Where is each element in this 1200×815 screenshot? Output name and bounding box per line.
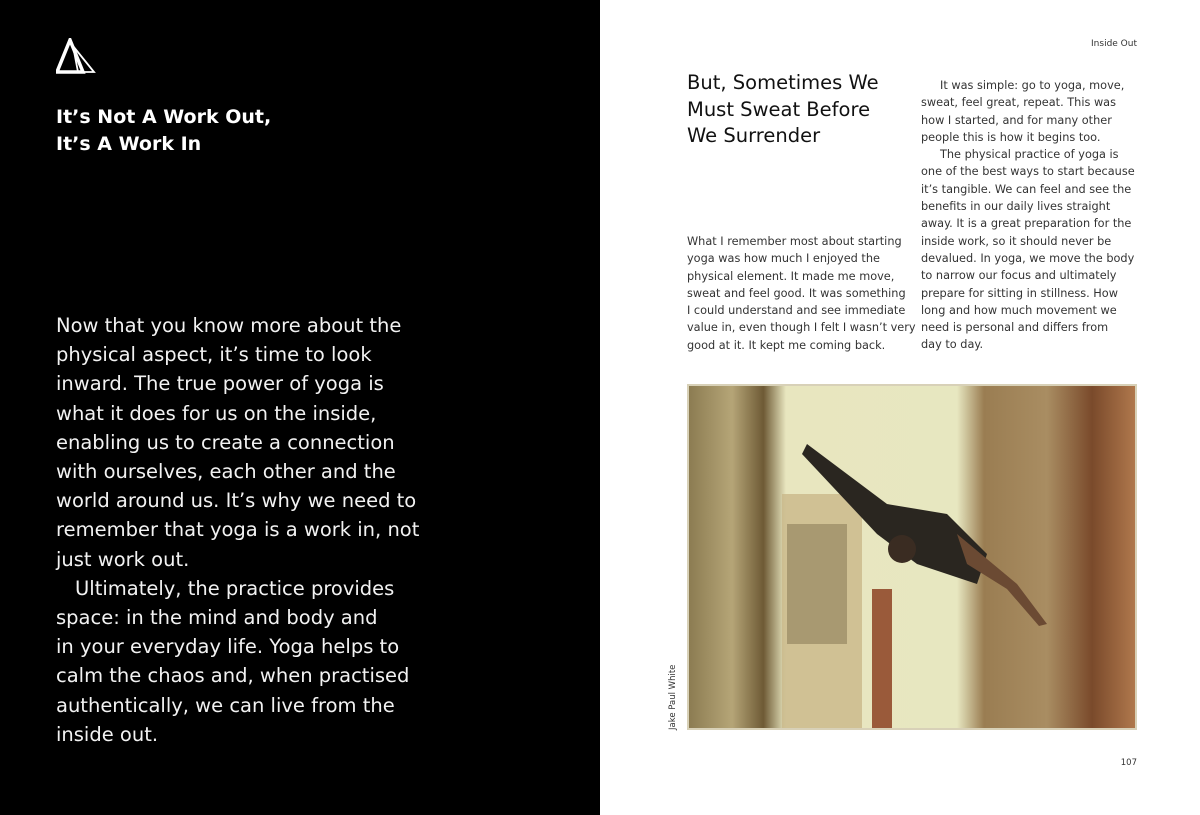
body-line: good at it. It kept me coming back.: [687, 338, 886, 352]
body-line: away. It is a great preparation for the: [921, 217, 1132, 231]
body-line: physical element. It made me move,: [687, 269, 895, 283]
body-line: world around us. It’s why we need to: [56, 489, 417, 513]
body-column-2: [921, 77, 1135, 354]
body-line: remember that yoga is a work in, not: [56, 518, 420, 542]
page-number: 107: [1120, 758, 1137, 768]
body-line: sweat and feel good. It was something: [687, 286, 906, 300]
body-line: just work out.: [56, 547, 190, 571]
body-line: Ultimately, the practice provides: [75, 576, 395, 600]
body-line: space: in the mind and body and: [56, 606, 378, 630]
body-column-1: [687, 233, 916, 354]
body-line: what it does for us on the inside,: [56, 401, 377, 425]
article-title: [687, 70, 879, 150]
left-page-body: [56, 311, 419, 749]
body-line: to narrow our focus and ultimately: [921, 269, 1117, 283]
body-line: day to day.: [921, 338, 984, 352]
triangle-logo-icon: [56, 38, 96, 74]
body-line: The physical practice of yoga is: [940, 148, 1119, 162]
body-line: inside out.: [56, 722, 159, 746]
body-line: I could understand and see immediate: [687, 304, 906, 318]
body-line: It was simple: go to yoga, move,: [940, 79, 1125, 92]
right-page: [600, 0, 1200, 815]
body-line: devalued. In yoga, we move the body: [921, 251, 1135, 265]
body-line: how I started, and for many other: [921, 113, 1112, 127]
running-head: Inside Out: [1091, 39, 1137, 49]
yoga-photo: [687, 384, 1137, 730]
body-line: authentically, we can live from the: [56, 693, 395, 717]
body-line: physical aspect, it’s time to look: [56, 343, 372, 367]
body-line: yoga was how much I enjoyed the: [687, 252, 880, 266]
photo-credit: Jake Paul White: [668, 664, 678, 730]
body-line: calm the chaos and, when practised: [56, 664, 410, 688]
body-line: What I remember most about starting: [687, 235, 902, 248]
photo-figure: [687, 384, 1137, 730]
body-line: with ourselves, each other and the: [56, 460, 396, 484]
title-line: Must Sweat Before: [687, 97, 871, 121]
left-page-title: [56, 104, 271, 158]
body-line: people this is how it begins too.: [921, 130, 1101, 144]
title-line: But, Sometimes We: [687, 71, 879, 94]
body-line: benefits in our daily lives straight: [921, 200, 1111, 214]
body-line: value in, even though I felt I wasn’t very: [687, 321, 916, 335]
body-line: in your everyday life. Yoga helps to: [56, 635, 400, 659]
body-line: sweat, feel great, repeat. This was: [921, 96, 1116, 110]
body-line: long and how much movement we: [921, 303, 1117, 317]
title-line: It’s A Work In: [56, 133, 202, 155]
body-line: need is personal and differs from: [921, 321, 1109, 335]
body-line: it’s tangible. We can feel and see the: [921, 182, 1132, 196]
title-line: We Surrender: [687, 124, 821, 147]
body-line: Now that you know more about the: [56, 314, 402, 337]
body-line: inside work, so it should never be: [921, 234, 1112, 248]
body-line: prepare for sitting in stillness. How: [921, 286, 1118, 300]
body-line: one of the best ways to start because: [921, 165, 1135, 179]
body-line: inward. The true power of yoga is: [56, 372, 384, 396]
body-line: enabling us to create a connection: [56, 430, 395, 454]
title-line: It’s Not A Work Out,: [56, 106, 272, 128]
